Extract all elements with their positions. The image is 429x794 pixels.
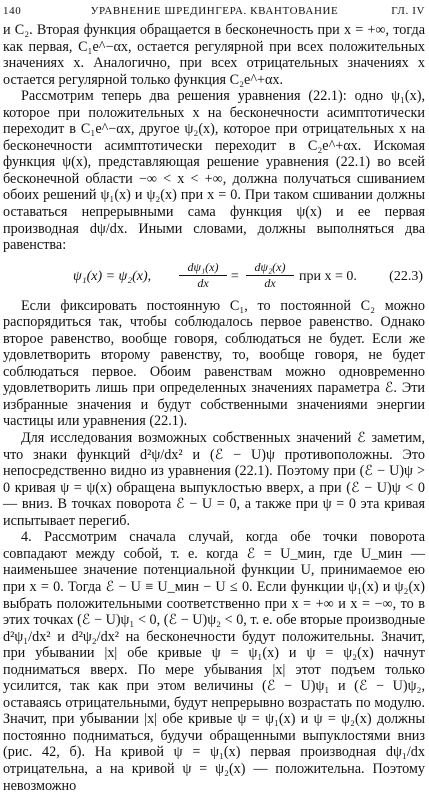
paragraph-two-solutions: Рассмотрим теперь два решения уравнения (22.1): одно ψ₁(x), которое при положительных x на бесконечности асимптотически переходит в C₁e^−αx, другое ψ₂(x), которое при отрицательных x на бесконечности асимптотически переходит в C₂e^+αx. Искомая функция ψ(x), представляющая решение уравнения (22.1) во всей бесконечной области −∞ < x < +∞, должна получаться сшиванием обоих решений ψ₁(x) и ψ₂(x) при x = 0. При таком сшивании должны оставаться непрерывными сама функция ψ(x) и ее первая производная dψ/dx. Иными словами, должны выполняться два равенства: <box>3 88 425 254</box>
running-title: УРАВНЕНИЕ ШРЕДИНГЕРА. КВАНТОВАНИЕ <box>90 5 339 17</box>
equation-22-3 <box>3 260 425 294</box>
fraction-2-denominator: dx <box>264 275 276 290</box>
paragraph-case-4: 4. Рассмотрим сначала случай, когда обе точки поворота совпадают между собой, т. е. когда ℰ = U_мин, где U_мин — наименьшее значение потенциальной функции U, принимаемое ею при x = 0. Тогда ℰ − U ≡ U_мин − U ≤ 0. Если функции ψ₁(x) и ψ₂(x) выбрать положительными соответственно при x = +∞ и x = −∞, то в этих точках (ℰ − U)ψ₁ < 0, (ℰ − U)ψ₂ < 0, т. е. обе вторые производные d²ψ₁/dx² и d²ψ₂/dx² на бесконечности будут положительны. Значит, при убывании |x| обе кривые ψ = ψ₁(x) и ψ = ψ₂(x) начнут подниматься вверх. По мере убывания |x| этот подъем только усилится, так как при этом величины (ℰ − U)ψ₁ и (ℰ − U)ψ₂, оставаясь отрицательными, будут непрерывно возрастать по модулю. Значит, при убывании |x| обе кривые ψ = ψ₁(x) и ψ = ψ₂(x) должны постоянно подниматься, будучи обращенными выпуклостями вниз (рис. 42, б). На кривой ψ = ψ₁(x) первая производная dψ₁/dx отрицательна, а на кривой ψ = ψ₂(x) — положительна. Поэтому невозможно <box>3 529 425 794</box>
derivative-fraction-1 <box>179 260 227 291</box>
paragraph-continuation: и C₂. Вторая функция обращается в бесконечность при x = +∞, тогда как первая, C₁e^−αx, остается регулярной при всех положительных значениях x. Аналогично, при всех отрицательных значениях x остается регулярной только функция C₂e^+αx. <box>3 22 425 88</box>
paragraph-eigenvalues: Если фиксировать постоянную C₁, то постоянной C₂ можно распорядиться так, чтобы соблюдалось первое равенство. Однако второе равенство, вообще говоря, соблюдаться не будет. Если же удовлетворить второму равенству, то, вообще говоря, не будет соблюдаться первое. Обоим равенствам можно одновременно удовлетворить лишь при определенных значениях параметра ℰ. Эти избранные значения и будут собственными значениями энергии частицы или уравнения (22.1). <box>3 297 425 430</box>
equation-number: (22.3) <box>389 268 423 284</box>
page-body <box>3 22 425 794</box>
page-number: 140 <box>3 5 22 17</box>
equation-lhs: ψ₁(x) = ψ₂(x), <box>73 268 152 284</box>
chapter-label: ГЛ. IV <box>391 5 425 17</box>
fraction-1-numerator: dψ₁(x) <box>179 260 227 276</box>
equals-sign: = <box>230 268 240 284</box>
paragraph-curvature: Для исследования возможных собственных значений ℰ заметим, что знаки функций d²ψ/dx² и (ℰ − U)ψ противоположны. Это непосредственно видно из уравнения (22.1). Поэтому при (ℰ − U)ψ > 0 кривая ψ = ψ(x) обращена выпуклостью вверх, а при (ℰ − U)ψ < 0 — вниз. В точках поворота ℰ − U = 0, а также при ψ = 0 эта кривая испытывает перегиб. <box>3 430 425 529</box>
running-header <box>0 5 429 21</box>
fraction-2-numerator: dψ₂(x) <box>246 260 294 276</box>
equation-condition: при x = 0. <box>299 268 357 284</box>
derivative-fraction-2 <box>246 260 294 291</box>
fraction-1-denominator: dx <box>197 275 209 290</box>
